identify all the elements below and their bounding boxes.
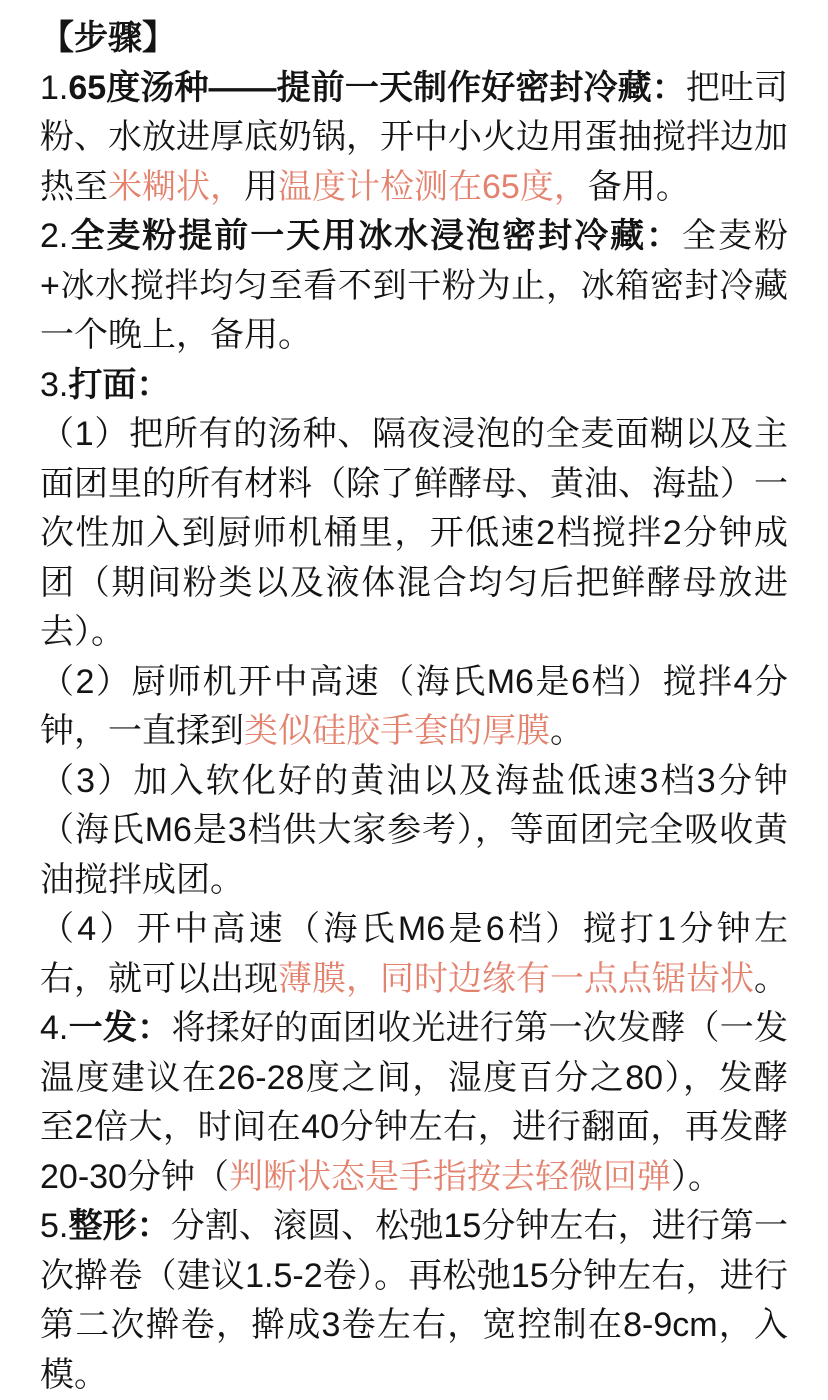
body-text: （4）开中高速（海氏M6是6档）搅打1分钟左右，就可以出现 xyxy=(40,910,788,998)
body-text: 把吐司粉、水放进厚底奶锅，开中小火边用蛋抽搅拌边加热至 xyxy=(40,69,788,206)
body-text: ）。 xyxy=(671,1158,722,1196)
body-text: （2）厨师机开中高速（海氏M6是6档）搅拌4分钟，一直揉到 xyxy=(40,663,788,751)
body-text: 3. xyxy=(40,366,68,404)
body-text: 4. xyxy=(40,1009,68,1047)
step-paragraph xyxy=(40,1004,788,1202)
body-text: 1. xyxy=(40,69,68,107)
step-paragraph xyxy=(40,361,788,411)
highlighted-text: 温度计检测在65度， xyxy=(278,168,588,206)
step-paragraph xyxy=(40,1202,788,1400)
step-heading-text: 65度汤种——提前一天制作好密封冷藏： xyxy=(68,69,685,107)
body-text: 备用。 xyxy=(588,168,690,206)
highlighted-text: 判断状态是手指按去轻微回弹 xyxy=(229,1158,671,1196)
step-heading-text: 打面： xyxy=(68,366,170,404)
step-paragraph xyxy=(40,658,788,757)
body-text: （3）加入软化好的黄油以及海盐低速3档3分钟（海氏M6是3档供大家参考），等面团完全吸收黄油搅拌成团。 xyxy=(40,762,788,899)
body-text: 2. xyxy=(40,217,68,255)
highlighted-text: 类似硅胶手套的厚膜 xyxy=(244,712,550,750)
step-heading-text: 一发： xyxy=(68,1009,171,1047)
body-text: 用 xyxy=(244,168,278,206)
step-paragraph xyxy=(40,212,788,361)
highlighted-text: 米糊状， xyxy=(108,168,244,206)
body-text: 分割、滚圆、松弛15分钟左右，进行第一次擀卷（建议1.5-2卷）。再松弛15分钟左右，进行第二次擀卷，擀成3卷左右，宽控制在8-9cm，入模。 xyxy=(40,1207,788,1394)
highlighted-text: 薄膜，同时边缘有一点点锯齿状 xyxy=(278,960,754,998)
step-heading-text: 整形： xyxy=(68,1207,170,1245)
step-paragraph xyxy=(40,905,788,1004)
body-text: 全麦粉+冰水搅拌均匀至看不到干粉为止，冰箱密封冷藏一个晚上，备用。 xyxy=(40,217,788,354)
step-paragraph xyxy=(40,410,788,658)
body-text: 5. xyxy=(40,1207,68,1245)
body-text: 。 xyxy=(754,960,788,998)
body-text: （1）把所有的汤种、隔夜浸泡的全麦面糊以及主面团里的所有材料（除了鲜酵母、黄油、海盐）一次性加入到厨师机桶里，开低速2档搅拌2分钟成团（期间粉类以及液体混合均匀后把鲜酵母放进去）。 xyxy=(40,415,788,651)
step-paragraph xyxy=(40,64,788,213)
step-heading-text: 全麦粉提前一天用冰水浸泡密封冷藏： xyxy=(68,217,682,255)
section-title: 【步骤】 xyxy=(40,14,788,64)
steps-list xyxy=(40,64,788,1400)
body-text: 。 xyxy=(550,712,584,750)
step-paragraph xyxy=(40,757,788,906)
body-text: 将揉好的面团收光进行第一次发酵（一发温度建议在26-28度之间，湿度百分之80），发酵至2倍大，时间在40分钟左右，进行翻面，再发酵20-30分钟（ xyxy=(40,1009,788,1196)
